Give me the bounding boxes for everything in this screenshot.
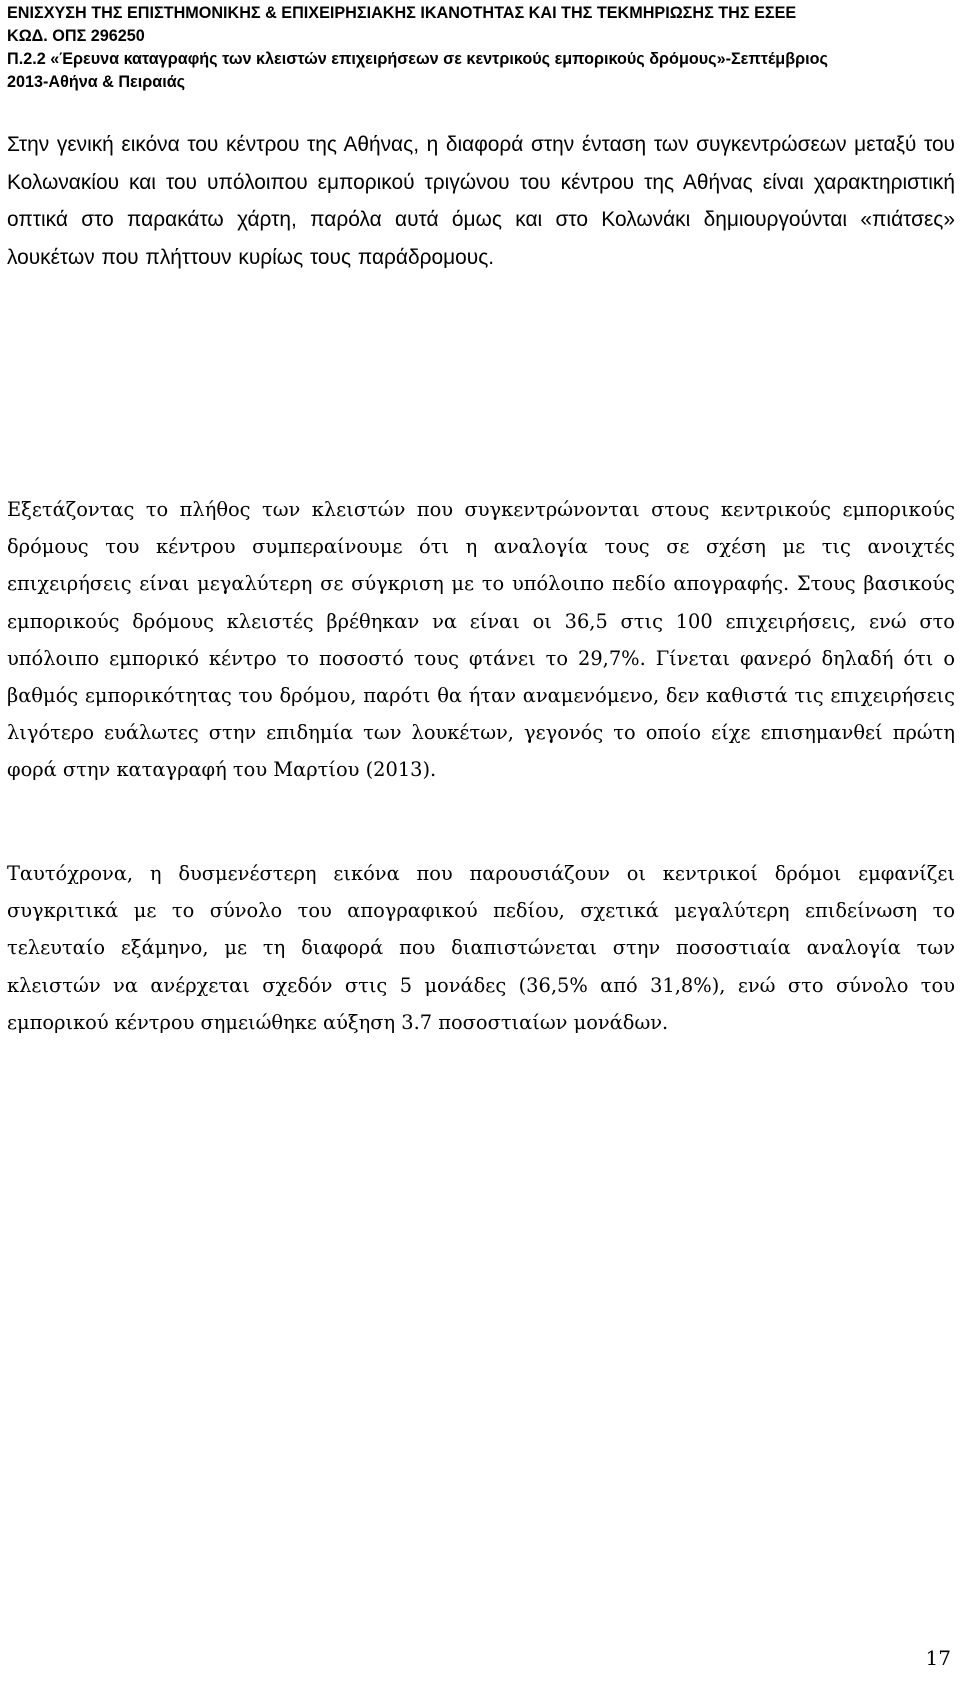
body-paragraph-1: Στην γενική εικόνα του κέντρου της Αθήνας, η διαφορά στην ένταση των συγκεντρώσεων μεταξύ του Κολωνακίου και του υπόλοιπου εμπορικού τριγώνου του κέντρου της Αθήνας είναι χαρακτηριστική οπτικά στο παρακάτω χάρτη, παρόλα αυτά όμως και στο Κολωνάκι δημιουργούνται «πιάτσες» λουκέτων που πλήττουν κυρίως τους παράδρομους. [7,133,955,269]
body-paragraph-3: Ταυτόχρονα, η δυσμενέστερη εικόνα που παρουσιάζουν οι κεντρικοί δρόμοι εμφανίζει συγκριτικά με το σύνολο του απογραφικού πεδίου, σχετικά μεγαλύτερη επιδείνωση το τελευταίο εξάμηνο, με τη διαφορά που διαπιστώνεται στην ποσοστιαία αναλογία των κλειστών να ανέρχεται σχεδόν στις 5 μονάδες (36,5% από 31,8%), ενώ στο σύνολο του εμπορικού κέντρου σημειώθηκε αύξηση 3.7 ποσοστιαίων μονάδων. [7,862,955,1034]
header-project-code: ΚΩΔ. ΟΠΣ 296250 [7,27,145,45]
header-program-title: ΕΝΙΣΧΥΣΗ ΤΗΣ ΕΠΙΣΤΗΜΟΝΙΚΗΣ & ΕΠΙΧΕΙΡΗΣΙΑΚΗΣ ΙΚΑΝΟΤΗΤΑΣ ΚΑΙ ΤΗΣ ΤΕΚΜΗΡΙΩΣΗΣ ΤΗΣ ΕΣΕΕ [7,4,797,22]
header-report-subtitle: 2013-Αθήνα & Πειραιάς [7,73,186,91]
body-paragraph-2: Εξετάζοντας το πλήθος των κλειστών που συγκεντρώνονται στους κεντρικούς εμπορικούς δρόμους του κέντρου συμπεραίνουμε ότι η αναλογία τους σε σχέση με τις ανοιχτές επιχειρήσεις είναι μεγαλύτερη σε σύγκριση με το υπόλοιπο πεδίο απογραφής. Στους βασικούς εμπορικούς δρόμους κλειστές βρέθηκαν να είναι οι 36,5 στις 100 επιχειρήσεις, ενώ στο υπόλοιπο εμπορικό κέντρο το ποσοστό τους φτάνει το 29,7%. Γίνεται φανερό δηλαδή ότι ο βαθμός εμπορικότητας του δρόμου, παρότι θα ήταν αναμενόμενο, δεν καθιστά τις επιχειρήσεις λιγότερο ευάλωτες στην επιδημία των λουκέτων, γεγονός το οποίο είχε επισημανθεί πρώτη φορά στην καταγραφή του Μαρτίου (2013). [7,498,955,782]
page-number: 17 [925,1646,951,1670]
header-report-title: Π.2.2 «Έρευνα καταγραφής των κλειστών επιχειρήσεων σε κεντρικούς εμπορικούς δρόμους»-Σεπτέμβριος [7,50,828,68]
document-header [7,2,955,94]
